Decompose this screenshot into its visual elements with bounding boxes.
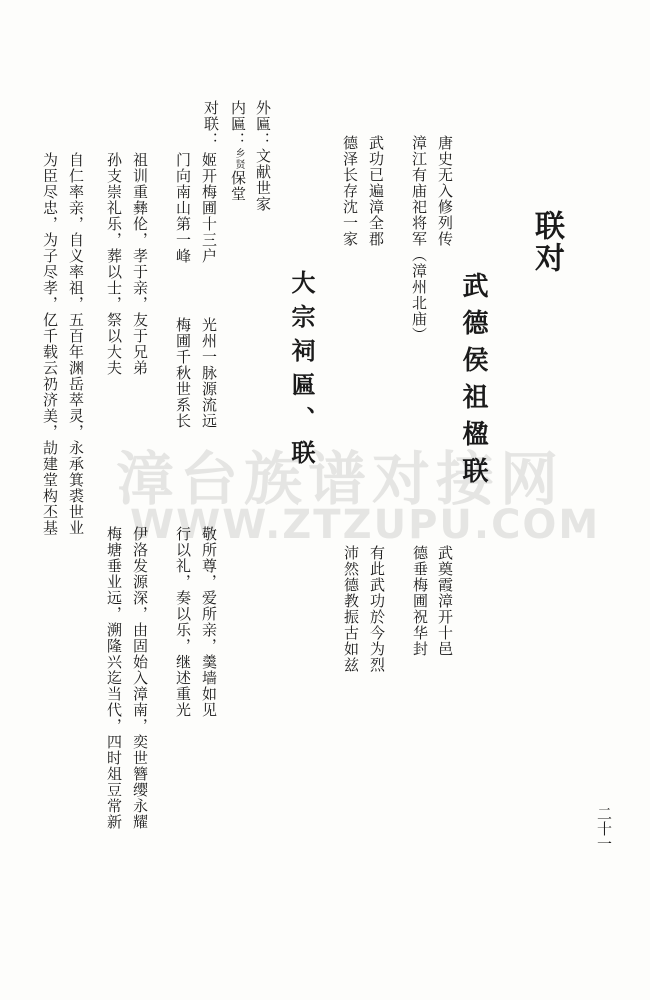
inner-plaque-label: 内匾： xyxy=(229,100,247,148)
watermark-text: 漳台族谱对接网 xyxy=(115,445,564,513)
wude-couplet-1-line1: 唐史无入修列传 xyxy=(436,135,454,247)
watermark-url: WWW.ZTZUPU.COM xyxy=(130,502,601,548)
dazong-couplet-3-line1: 祖训重彝伦，孝于亲，友于兄弟 xyxy=(131,152,149,376)
dazong-couplet-5-line1: 敬所尊，爱所亲，羹墙如见 xyxy=(200,526,218,718)
section-title: 联对 xyxy=(529,210,564,274)
dazong-couplet-6-line2: 梅塘垂业远，溯隆兴迄当代，四时俎豆常新 xyxy=(105,526,123,830)
wude-couplet-3-line1: 武奠霞漳开十邑 xyxy=(436,545,454,657)
dazong-couplet-1-line1: 姬开梅圃十三户 xyxy=(200,152,218,264)
wude-couplet-2-line1: 武功已遍漳全郡 xyxy=(367,135,385,247)
inner-plaque xyxy=(230,100,245,202)
dazong-couplet-2-line1: 光州一脉源流远 xyxy=(200,317,218,429)
dazong-couplet-4-line2: 为臣尽忠，为子尽孝，亿千载云礽济美，劼建堂构丕基 xyxy=(41,152,59,536)
page-number: 二十一 xyxy=(595,806,613,851)
wude-heading: 武德侯祖楹联 xyxy=(458,272,488,494)
dazong-couplet-6-line1: 伊洛发源深，由固始入漳南，奕世簪缨永耀 xyxy=(131,526,149,830)
wude-couplet-1-line2: 漳江有庙祀将军（漳州北庙） xyxy=(410,135,428,343)
wude-couplet-2-line2: 德泽长存沈一家 xyxy=(341,135,359,247)
inner-plaque-small: 乡贤 xyxy=(233,148,244,170)
couplets-label: 对联： xyxy=(202,100,220,148)
dazong-heading: 大宗祠匾、联 xyxy=(287,270,316,474)
dazong-couplet-4-line1: 自仁率亲，自义率祖，五百年渊岳萃灵，永承箕裘世业 xyxy=(67,152,85,536)
inner-plaque-rest: 保堂 xyxy=(229,170,247,202)
dazong-couplet-1-line2: 门向南山第一峰 xyxy=(174,152,192,264)
wude-couplet-4-line2: 沛然德教振古如兹 xyxy=(342,545,360,673)
outer-plaque: 外匾：文献世家 xyxy=(254,100,272,212)
wude-couplet-4-line1: 有此武功於今为烈 xyxy=(368,545,386,673)
dazong-couplet-2-line2: 梅圃千秋世系长 xyxy=(174,317,192,429)
wude-couplet-3-line2: 德垂梅圃祝华封 xyxy=(411,545,429,657)
dazong-couplet-5-line2: 行以礼，奏以乐，继述重光 xyxy=(174,526,192,718)
dazong-couplet-3-line2: 孙支崇礼乐，葬以士，祭以大夫 xyxy=(105,152,123,376)
